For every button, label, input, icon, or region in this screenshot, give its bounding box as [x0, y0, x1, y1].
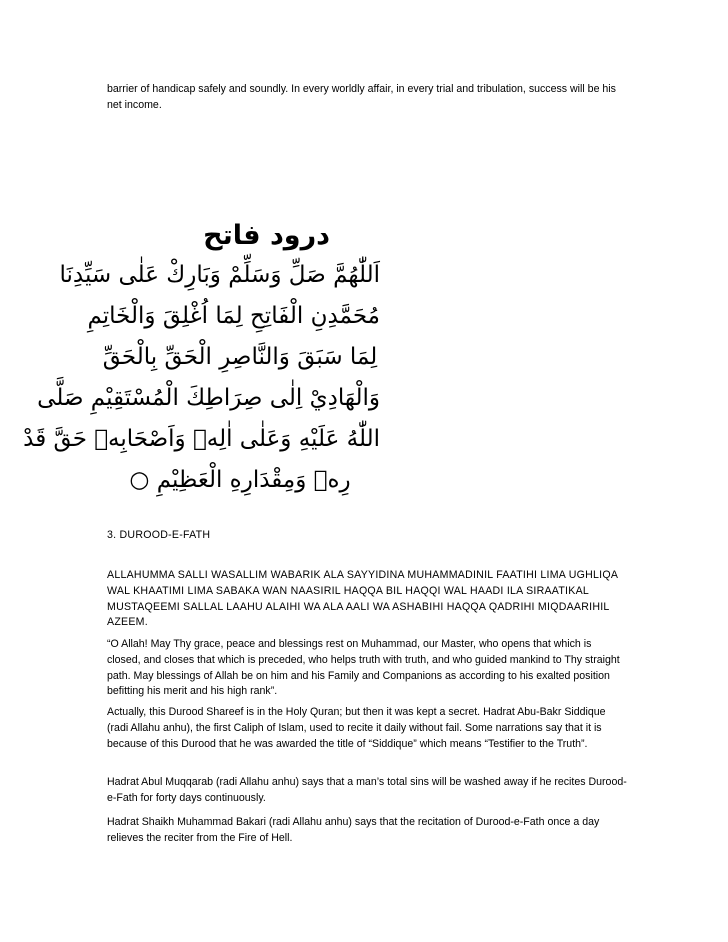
- history-paragraph: Actually, this Durood Shareef is in the Holy Quran; but then it was kept a secret. Hadrat Abu-Bakr Siddique (radi Allahu anhu), the first Caliph of Islam, used to recite it daily without fail. Some narrations say that it is because of this Durood that he was awarded the title of “Siddique” which means “Testifier to the Truth”.: [107, 706, 606, 750]
- arabic-line-3: لِمَا سَبَقَ وَالنَّاصِرِ الْحَقِّ بِالْحَقِّ: [102, 344, 378, 370]
- translation-paragraph: “O Allah! May Thy grace, peace and blessings rest on Muhammad, our Master, who opens that which is closed, and closes that which is preceded, who helps truth with truth, and who guided mankind to Thy straight path. May blessings of Allah be on him and his Family and Companions as according to his exalted position befitting his merit and his high rank”.: [107, 638, 620, 698]
- arabic-line-2: مُحَمَّدِنِ الْفَاتِحِ لِمَا اُغْلِقَ وَالْخَاتِمِ: [87, 303, 380, 329]
- muqqarab-paragraph: Hadrat Abul Muqqarab (radi Allahu anhu) says that a man’s total sins will be washed away if he recites Durood-e-Fath for forty days continuously.: [107, 776, 627, 804]
- transliteration-paragraph: ALLAHUMMA SALLI WASALLIM WABARIK ALA SAYYIDINA MUHAMMADINIL FAATIHI LIMA UGHLIQA WAL KHAATIMI LIMA SABAKA WAN NAASIRIL HAQQA BIL HAQQI WAL HAADI ILA SIRAATIKAL MUSTAQEEMI SALLAL LAAHU ALAIHI WA ALA AALI WA ASHABIHI HAQQA QADRIHI MIQDAARIHIL AZEEM.: [107, 569, 618, 629]
- arabic-line-5: اللّٰهُ عَلَيْهِ وَعَلٰى اٰلِهٖ وَاَصْحَابِهٖ حَقَّ قَدْ: [23, 426, 380, 452]
- arabic-title: درود فاتح: [203, 220, 330, 251]
- arabic-line-6: رِهٖ وَمِقْدَارِهِ الْعَظِيْمِ ○: [129, 467, 351, 493]
- arabic-line-4: وَالْهَادِيْ اِلٰى صِرَاطِكَ الْمُسْتَقِيْمِ صَلَّى: [37, 385, 380, 411]
- arabic-calligraphy-image: [23, 210, 380, 500]
- section-heading: 3. DUROOD-E-FATH: [107, 529, 211, 541]
- arabic-line-1: اَللّٰهُمَّ صَلِّ وَسَلِّمْ وَبَارِكْ عَلٰى سَيِّدِنَا: [59, 262, 380, 288]
- intro-paragraph: barrier of handicap safely and soundly. In every worldly affair, in every trial and tribulation, success will be his net income.: [107, 83, 616, 111]
- bakari-paragraph: Hadrat Shaikh Muhammad Bakari (radi Allahu anhu) says that the recitation of Durood-e-Fath once a day relieves the reciter from the Fire of Hell.: [107, 816, 600, 844]
